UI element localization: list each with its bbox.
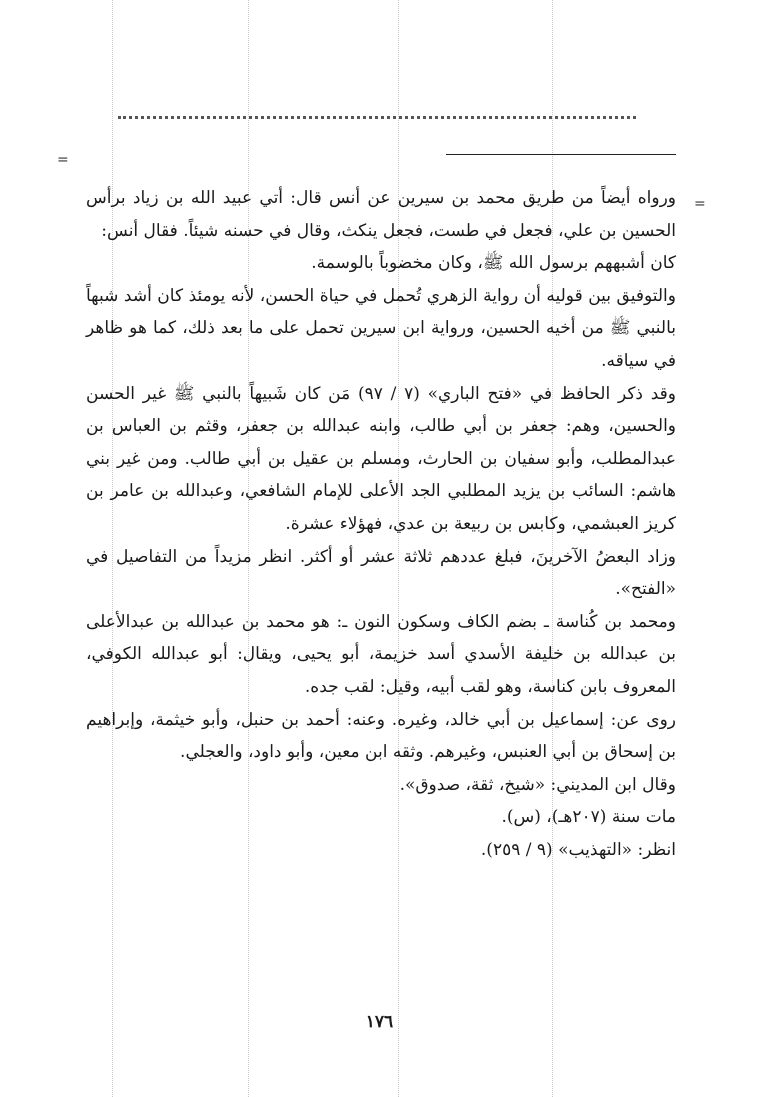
paragraph: وزاد البعضُ الآخرينَ، فبلغ عددهم ثلاثة عشر أو أكثر. انظر مزيداً من التفاصيل في «الفتح». xyxy=(86,546,676,600)
footnote-text xyxy=(86,182,676,866)
page-number: ١٧٦ xyxy=(365,1012,394,1032)
margin-mark-left: = xyxy=(57,152,69,168)
margin-mark-right: = xyxy=(694,196,706,212)
paragraph: والتوفيق بين قوليه أن رواية الزهري تُحمل في حياة الحسن، لأنه يومئذ كان أشد شبهاً بالنبي ﷺ من أخيه الحسين، ورواية ابن سيرين تحمل على ما بعد ذلك، كما هو ظاهر في سياقه. xyxy=(86,285,676,371)
paragraph: وقال ابن المديني: «شيخ، ثقة، صدوق». xyxy=(399,774,676,795)
footnote-separator-line xyxy=(446,154,676,155)
paragraph: كان أشبههم برسول الله ﷺ، وكان مخضوباً بالوسمة. xyxy=(311,253,676,274)
paragraph: روى عن: إسماعيل بن أبي خالد، وغيره. وعنه: أحمد بن حنبل، وأبو خيثمة، وإبراهيم بن إسحاق بن أبي العنبس، وغيرهم. وثقه ابن معين، وأبو داود، والعجلي. xyxy=(86,709,676,763)
paragraph: انظر: «التهذيب» (٩ / ٢٥٩). xyxy=(480,839,676,860)
paragraph: وقد ذكر الحافظ في «فتح الباري» (٧ / ٩٧) مَن كان شَبيهاً بالنبي ﷺ غير الحسن والحسين، وهم: جعفر بن أبي طالب، وابنه عبدالله بن جعفر، وقثم بن العباس بن عبدالمطلب، وأبو سفيان بن الحارث، ومسلم بن عقيل بن أبي طالب. ومن غير بني هاشم: السائب بن يزيد المطلبي الجد الأعلى للإمام الشافعي، وعبدالله بن عامر بن كريز العبشمي، وكابس بن ربيعة بن عدي، فهؤلاء عشرة. xyxy=(86,383,676,534)
dotted-separator xyxy=(118,116,636,119)
paragraph: مات سنة (٢٠٧هـ)، (س). xyxy=(501,807,676,828)
paragraph: ومحمد بن كُناسة ـ بضم الكاف وسكون النون ـ: هو محمد بن عبدالله بن عبدالأعلى بن عبدالله بن خليفة الأسدي أسد خزيمة، أبو يحيى، ويقال: أبو عبدالله الكوفي، المعروف بابن كناسة، وهو لقب أبيه، وقيل: لقب جده. xyxy=(86,611,676,697)
paragraph: ورواه أيضاً من طريق محمد بن سيرين عن أنس قال: أتي عبيد الله بن زياد برأس الحسين بن علي، فجعل في طست، فجعل ينكث، وقال في حسنه شيئاً. فقال أنس: xyxy=(86,188,676,241)
